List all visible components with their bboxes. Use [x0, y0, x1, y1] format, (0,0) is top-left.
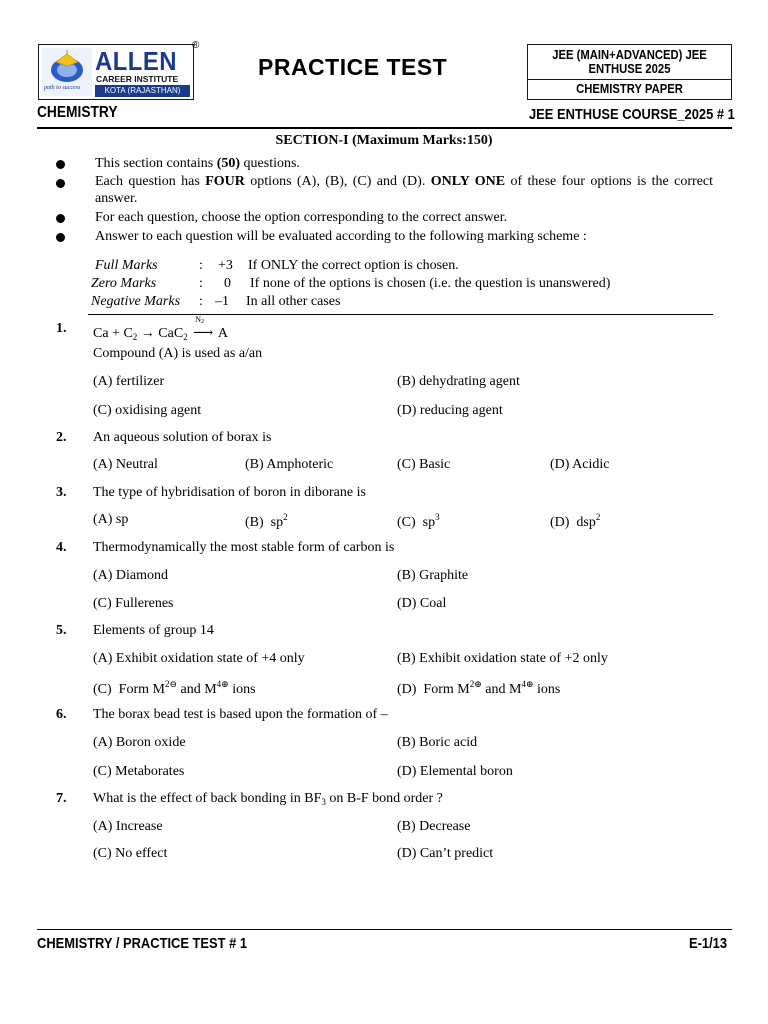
option-d[interactable]: (D) Form $M^{2\oplus}$ and $M^{4\oplus}$ ions	[397, 679, 561, 697]
question-number: 6.	[56, 707, 67, 722]
option-a[interactable]: (A) Boron oxide	[93, 735, 186, 750]
footer-rule	[37, 929, 732, 930]
allen-logo	[38, 44, 194, 100]
option-c[interactable]: (C) Basic	[397, 457, 451, 472]
option-c[interactable]: (C) Form $M^{2⊖}$ and $M^{4\oplus}$ ions	[93, 679, 256, 697]
question-text: Compound (A) is used as a/an	[93, 346, 263, 361]
marking-sep: :	[199, 258, 203, 273]
question-text: The type of hybridisation of boron in diborane is	[93, 485, 366, 500]
question-number: 7.	[56, 791, 67, 806]
marking-sep: :	[199, 276, 203, 291]
exam-name-line2: ENTHUSE 2025	[588, 62, 671, 76]
option-a[interactable]: (A) fertilizer	[93, 374, 165, 389]
question-number: 1.	[56, 321, 67, 336]
reaction-equation: $Ca + C_2 \to CaC_2$ $N_2$ ⟶ A	[93, 315, 229, 342]
option-c[interactable]: (C) Fullerenes	[93, 596, 174, 611]
option-d[interactable]: (D) Elemental boron	[397, 764, 513, 779]
question-number: 4.	[56, 540, 67, 555]
marking-label-negative: Negative Marks	[91, 294, 181, 309]
instruction-2: Each question has FOUR options (A), (B), (C) and (D). ONLY ONE of these four options is the correct answer.	[95, 174, 714, 206]
bullet-icon	[56, 233, 65, 242]
paper-name: CHEMISTRY PAPER	[576, 82, 683, 96]
option-c[interactable]: (C) oxidising agent	[93, 403, 202, 418]
option-a[interactable]: (A) Diamond	[93, 568, 169, 583]
instruction-3: For each question, choose the option corresponding to the correct answer.	[95, 210, 508, 225]
option-d[interactable]: (D) dsp$^2$	[550, 512, 601, 530]
question-number: 5.	[56, 623, 67, 638]
marking-sep: :	[199, 294, 203, 309]
marking-label-full: Full Marks	[95, 258, 158, 273]
marking-value-zero: 0	[224, 276, 231, 291]
logo-brand: ALLEN	[95, 46, 178, 76]
footer-title: CHEMISTRY / PRACTICE TEST # 1	[37, 935, 248, 952]
option-b[interactable]: (B) Boric acid	[397, 735, 478, 750]
option-a[interactable]: (A) Neutral	[93, 457, 158, 472]
marking-label-zero: Zero Marks	[91, 276, 157, 291]
logo-location: KOTA (RAJASTHAN)	[95, 85, 190, 97]
page-number: E-1/13	[689, 935, 728, 952]
logo-tagline: path to success	[44, 85, 81, 91]
section-heading: SECTION-I (Maximum Marks:150)	[275, 133, 493, 148]
question-text: Elements of group 14	[93, 623, 214, 638]
question-number: 3.	[56, 485, 67, 500]
option-b[interactable]: (B) Exhibit oxidation state of +2 only	[397, 651, 608, 666]
option-c[interactable]: (C) No effect	[93, 846, 168, 861]
option-d[interactable]: (D) reducing agent	[397, 403, 503, 418]
option-a[interactable]: (A) Exhibit oxidation state of +4 only	[93, 651, 305, 666]
option-b[interactable]: (B) $sp^2$	[245, 512, 288, 530]
option-a[interactable]: (A) Increase	[93, 819, 163, 834]
bullet-icon	[56, 160, 65, 169]
question-number: 2.	[56, 430, 67, 445]
option-b[interactable]: (B) Graphite	[397, 568, 469, 583]
option-b[interactable]: (B) dehydrating agent	[397, 374, 520, 389]
question-text: What is the effect of back bonding in $BF_3$ on B-F bond order ?	[93, 791, 443, 807]
marking-value-negative: –1	[215, 294, 229, 309]
header-rule	[37, 127, 732, 129]
marking-value-full: +3	[218, 258, 233, 273]
logo-emblem-icon	[42, 48, 92, 96]
box-divider	[528, 79, 731, 80]
registered-mark: ®	[192, 40, 200, 51]
instruction-1: This section contains (50) questions.	[95, 156, 300, 171]
marking-desc-zero: If none of the options is chosen (i.e. the question is unanswered)	[250, 276, 611, 291]
exam-info-box	[527, 44, 732, 100]
marking-desc-negative: In all other cases	[246, 294, 341, 309]
question-text: The borax bead test is based upon the formation of –	[93, 707, 388, 722]
question-text: Thermodynamically the most stable form of carbon is	[93, 540, 395, 555]
marking-desc-full: If ONLY the correct option is chosen.	[248, 258, 459, 273]
logo-institute: CAREER INSTITUTE	[96, 74, 179, 84]
question-text: An aqueous solution of borax is	[93, 430, 272, 445]
exam-name-line1: JEE (MAIN+ADVANCED) JEE	[552, 48, 707, 62]
page-title: PRACTICE TEST	[258, 54, 448, 80]
bullet-icon	[56, 214, 65, 223]
option-b[interactable]: (B) Amphoteric	[245, 457, 334, 472]
instruction-4: Answer to each question will be evaluated according to the following marking scheme :	[95, 229, 587, 244]
option-d[interactable]: (D) Can’t predict	[397, 846, 494, 861]
subject-label: CHEMISTRY	[37, 104, 118, 121]
option-a[interactable]: (A) sp	[93, 512, 129, 527]
option-c[interactable]: (C) $sp^3$	[397, 512, 440, 530]
option-c[interactable]: (C) Metaborates	[93, 764, 185, 779]
option-d[interactable]: (D) Acidic	[550, 457, 610, 472]
option-b[interactable]: (B) Decrease	[397, 819, 471, 834]
course-label: JEE ENTHUSE COURSE_2025 # 1	[529, 106, 735, 123]
section-rule	[88, 314, 713, 315]
option-d[interactable]: (D) Coal	[397, 596, 447, 611]
bullet-icon	[56, 179, 65, 188]
